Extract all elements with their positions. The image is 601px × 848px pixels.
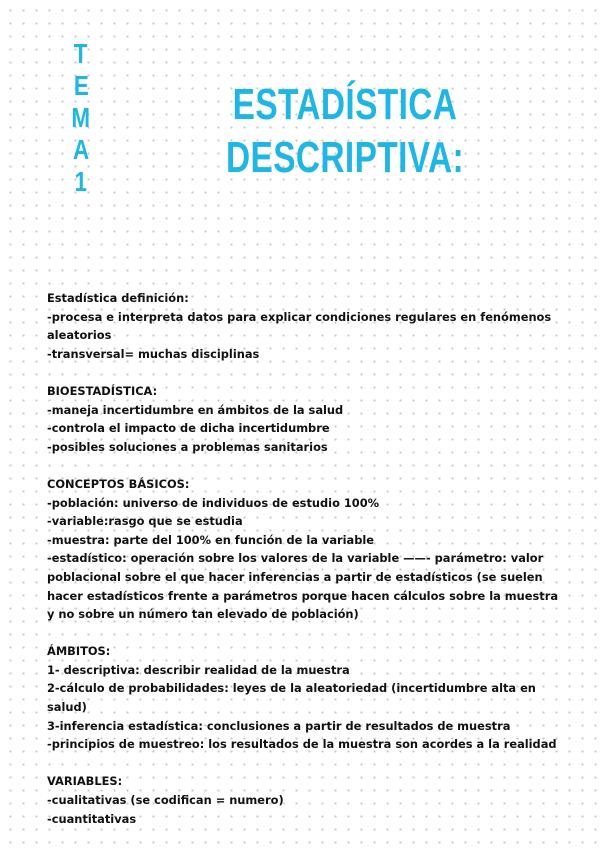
section-spacer: [47, 456, 567, 475]
section-heading: CONCEPTOS BÁSICOS:: [47, 476, 190, 491]
page-title: [212, 78, 478, 184]
section-heading: ÁMBITOS:: [47, 644, 111, 659]
note-line: aleatorios: [47, 328, 112, 343]
note-line: -cualitativas (se codifican = numero): [47, 793, 284, 808]
notes-body: [47, 289, 567, 828]
note-line: salud): [47, 700, 87, 715]
note-line: poblacional sobre el que hacer inferencias a partir de estadísticos (se suelen: [47, 569, 543, 584]
note-line: -maneja incertidumbre en ámbitos de la salud: [47, 402, 344, 417]
note-line: 3-inferencia estadística: conclusiones a partir de resultados de muestra: [47, 718, 511, 733]
note-line: -variable:rasgo que se estudia: [47, 514, 243, 529]
section-spacer: [47, 624, 567, 643]
note-line: y no sobre un número tan elevado de población): [47, 607, 359, 622]
note-line: 1- descriptiva: describir realidad de la muestra: [47, 662, 350, 677]
section-conceptos-basicos: [47, 475, 567, 624]
side-title-letter: T: [74, 38, 88, 69]
note-line: -posibles soluciones a problemas sanitarios: [47, 439, 328, 454]
section-variables: [47, 772, 567, 828]
section-spacer: [47, 754, 567, 773]
note-line: -principios de muestreo: los resultados de la muestra son acordes a la realidad: [47, 737, 557, 752]
page-title-line-2: DESCRIPTIVA:: [225, 133, 465, 182]
section-heading: BIOESTADÍSTICA:: [47, 383, 158, 398]
note-line: -transversal= muchas disciplinas: [47, 346, 260, 361]
side-title-letter: M: [71, 102, 91, 133]
section-heading: Estadística definición:: [47, 291, 189, 305]
note-line: -controla el impacto de dicha incertidumbre: [47, 421, 330, 436]
section-definition: [47, 289, 567, 363]
section-spacer: [47, 363, 567, 382]
note-line: hacer estadísticos frente a parámetros porque hacen cálculos sobre la muestra: [47, 588, 559, 603]
section-bioestadistica: [47, 382, 567, 456]
side-title-tema-1: [64, 38, 98, 198]
side-title-letter: A: [72, 134, 90, 165]
note-line: -población: universo de individuos de estudio 100%: [47, 495, 380, 510]
note-line: -muestra: parte del 100% en función de la variable: [47, 532, 375, 547]
note-line: -cuantitativas: [47, 811, 137, 826]
note-line: -estadístico: operación sobre los valores de la variable ——- parámetro: valor: [47, 551, 544, 566]
section-ambitos: [47, 642, 567, 754]
side-title-number: 1: [74, 166, 88, 197]
note-line: 2-cálculo de probabilidades: leyes de la aleatoriedad (incertidumbre alta en: [47, 681, 536, 696]
side-title-letter: E: [73, 70, 89, 101]
section-heading: VARIABLES:: [47, 774, 123, 789]
page-title-line-1: ESTADÍSTICA: [232, 80, 458, 129]
note-line: -procesa e interpreta datos para explicar condiciones regulares en fenómenos: [47, 309, 552, 324]
